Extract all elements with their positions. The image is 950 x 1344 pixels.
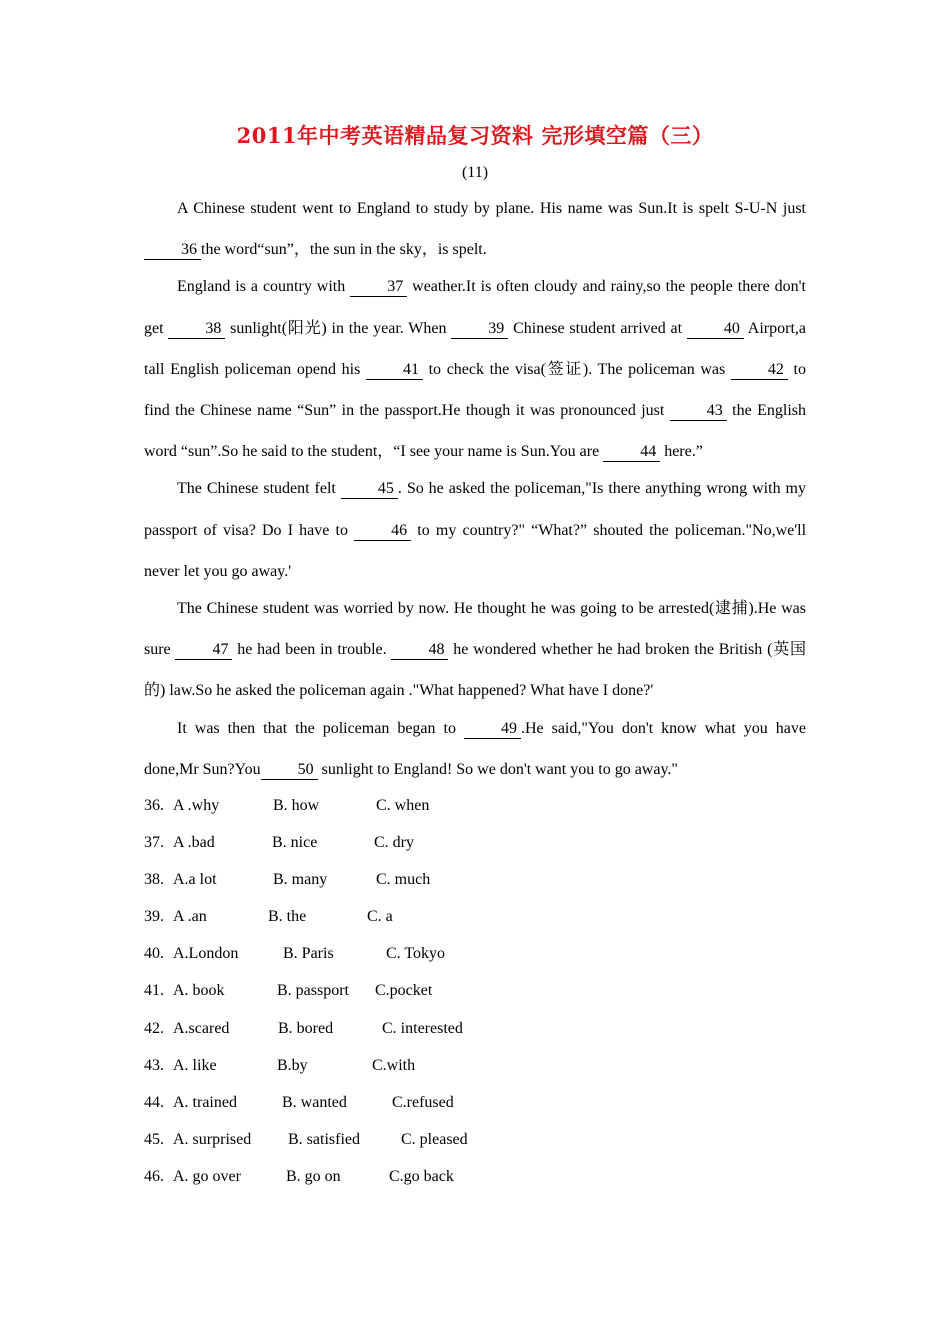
option-c: C. pleased [401, 1130, 468, 1148]
option-c: C. much [376, 871, 431, 889]
option-c: C. interested [382, 1019, 463, 1037]
option-a: A. book [173, 982, 225, 1000]
question-number: 40. [144, 945, 164, 963]
blank-number: 45 [341, 480, 398, 499]
passage-text: the English word “sun”.So he said to the student，“I see your name is Sun.You are [144, 402, 806, 461]
option-c: C.refused [392, 1093, 454, 1111]
option-row [144, 1013, 468, 1050]
passage-text: he wondered whether he had broken the British (英国的) law.So he asked the policeman again ."What happened? What have I done?' [144, 641, 807, 700]
option-b: B. how [273, 797, 320, 814]
question-number: 38. [144, 871, 164, 889]
option-a: A. surprised [173, 1130, 252, 1148]
option-b: B. many [273, 871, 328, 889]
blank-number: 40 [687, 320, 744, 339]
option-a: A. like [173, 1056, 217, 1074]
option-row [144, 938, 468, 975]
passage-paragraph [144, 188, 806, 270]
passage-paragraph [144, 708, 806, 790]
question-number: 42. [144, 1019, 164, 1037]
option-row [144, 901, 468, 938]
option-b: B. Paris [283, 945, 334, 963]
question-number: 46. [144, 1167, 164, 1185]
blank-number: 47 [175, 641, 232, 660]
passage-paragraph [144, 468, 806, 592]
option-a: A. trained [173, 1093, 237, 1111]
blank-number: 50 [261, 761, 318, 780]
question-number: 37. [144, 834, 164, 852]
passage-text: . So he asked the policeman,"Is there anything wrong with my passport of visa? Do I have to [144, 480, 806, 539]
blank-number: 46 [354, 522, 411, 541]
answer-options [144, 790, 468, 1198]
option-b: B. go on [286, 1167, 341, 1185]
option-b: B. satisfied [288, 1130, 360, 1148]
option-b: B. nice [272, 834, 318, 852]
passage-text: A Chinese student went to England to study by plane. His name was Sun.It is spelt S-U-N just [177, 200, 806, 217]
option-b: B. wanted [282, 1093, 347, 1111]
question-number: 45. [144, 1130, 164, 1148]
blank-number: 43 [670, 402, 727, 421]
option-b: B. passport [277, 982, 349, 1000]
option-c: C. a [367, 908, 393, 926]
passage-text: to my country?" “What?” shouted the policeman."No,we'll never let you go away.' [144, 521, 807, 580]
option-a: A.London [173, 945, 239, 963]
option-a: A. go over [173, 1167, 241, 1185]
option-c: C. Tokyo [386, 945, 446, 963]
option-c: C. dry [374, 834, 414, 852]
passage-text: to find the Chinese name “Sun” in the passport.He though it was pronounced just [144, 360, 806, 420]
passage-text: the word“sun”，the sun in the sky，is spelt. [201, 241, 487, 259]
option-c: C. when [376, 797, 430, 814]
option-row [144, 1161, 468, 1198]
passage-text: sunlight to England! So we don't want you to go away." [317, 760, 678, 778]
passage-paragraph [144, 266, 806, 472]
blank-number: 48 [391, 641, 448, 660]
passage-paragraph [144, 588, 806, 712]
question-number: 43. [144, 1056, 164, 1074]
question-number: 44. [144, 1093, 164, 1111]
passage-text: The Chinese student was worried by now. He thought he was going to be arrested(逮捕).He was sure [144, 600, 806, 659]
page-title: 2011年中考英语精品复习资料 完形填空篇（三） [236, 123, 714, 148]
option-a: A.scared [173, 1019, 230, 1037]
option-a: A .an [173, 908, 207, 926]
option-a: A .why [173, 797, 220, 814]
option-b: B.by [277, 1056, 308, 1074]
blank-number: 37 [350, 278, 407, 297]
passage-text: .He said,"You don't know what you have done,Mr Sun?You [144, 719, 806, 778]
blank-number: 44 [603, 443, 660, 462]
option-row [144, 1087, 468, 1124]
option-row [144, 790, 468, 827]
passage-text: It was then that the policeman began to [177, 719, 464, 737]
passage-text: sunlight(阳光) in the year. When [225, 319, 452, 337]
blank-number: 38 [168, 320, 225, 339]
option-c: C.with [372, 1056, 416, 1074]
passage-text: weather.It is often cloudy and rainy,so the people there don't get [144, 278, 806, 337]
passage-number: (11) [461, 164, 489, 181]
question-number: 41. [144, 982, 164, 1000]
passage-text: Chinese student arrived at [508, 319, 687, 337]
blank-number: 36 [144, 241, 201, 260]
blank-number: 39 [451, 320, 508, 339]
cloze-passage [144, 188, 806, 786]
passage-text: to check the visa(签证). The policeman was [422, 360, 731, 378]
option-a: A.a lot [173, 871, 217, 889]
option-a: A .bad [173, 834, 215, 852]
option-b: B. the [268, 908, 307, 926]
option-b: B. bored [278, 1019, 334, 1037]
question-number: 39. [144, 908, 164, 926]
option-row [144, 975, 468, 1012]
option-row [144, 827, 468, 864]
option-row [144, 1124, 468, 1161]
passage-text: here.” [660, 443, 703, 461]
option-c: C.pocket [375, 982, 433, 1000]
passage-text: he had been in trouble. [232, 641, 392, 659]
passage-text: Airport,a tall English policeman opend his [144, 319, 806, 378]
option-row [144, 864, 468, 901]
blank-number: 49 [464, 720, 521, 739]
question-number: 36. [144, 797, 164, 814]
blank-number: 41 [366, 361, 423, 380]
blank-number: 42 [731, 361, 788, 380]
passage-text: England is a country with [177, 278, 351, 296]
option-c: C.go back [389, 1167, 454, 1185]
option-row [144, 1050, 468, 1087]
passage-text: The Chinese student felt [177, 480, 341, 498]
